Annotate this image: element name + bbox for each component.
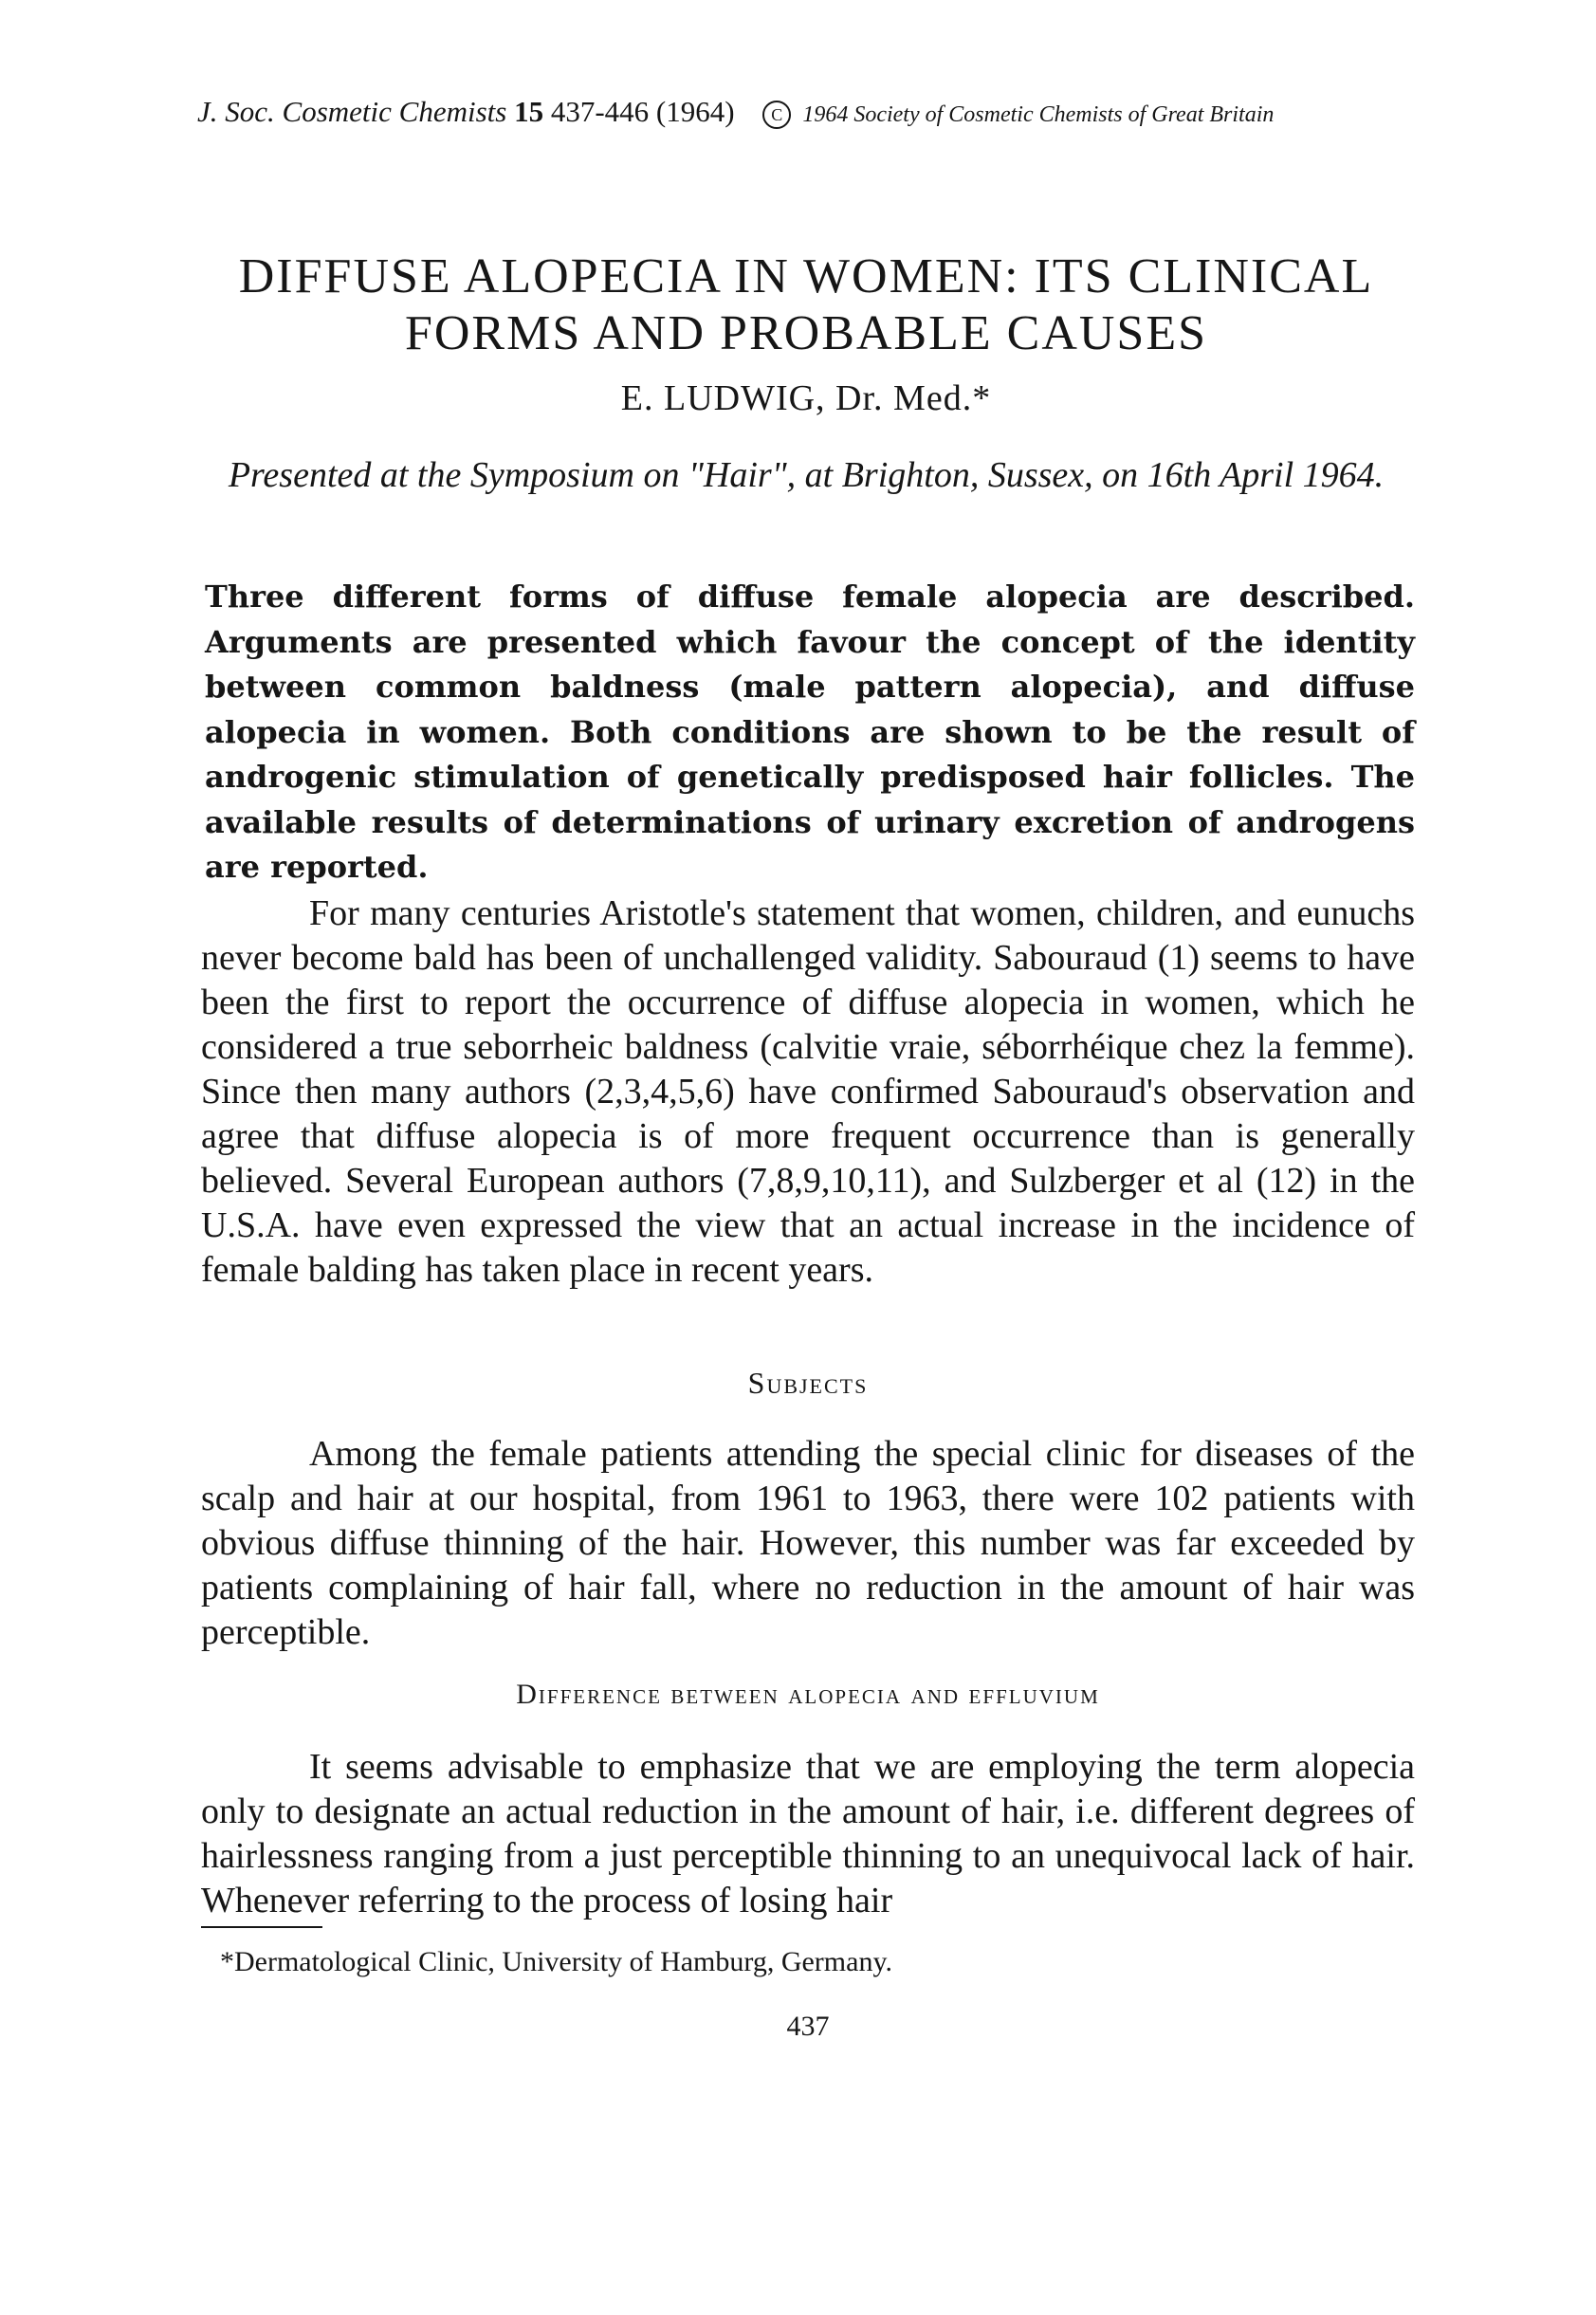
subjects-heading: Subjects <box>747 1366 869 1400</box>
abstract: Three different forms of diffuse female alopecia are described. Arguments are presented which favour the concept of the identity between common baldness (male pattern alopecia), and diffuse alopecia in women. Both conditions are shown to be the result of androgenic stimulation of genetically predisposed hair follicles. The available results of determinations of urinary excretion of androgens are reported. <box>205 579 1415 885</box>
difference-text: It seems advisable to emphasize that we are employing the term alopecia only to designate an actual reduction in the amount of hair, i.e. different degrees of hairlessness ranging from a just perceptible thinning to an unequivocal lack of hair. Whenever referring to the process of losing hair <box>201 1747 1415 1920</box>
subjects-paragraph <box>201 1432 1415 1655</box>
intro-paragraph <box>201 891 1415 1293</box>
author-line: E. LUDWIG, Dr. Med.* <box>620 378 992 418</box>
journal-name: J. Soc. Cosmetic Chemists <box>197 95 507 128</box>
difference-paragraph <box>201 1745 1415 1923</box>
footnote-divider <box>201 1926 322 1928</box>
running-head <box>197 95 1421 132</box>
copyright-text: 1964 Society of Cosmetic Chemists of Great Britain <box>802 102 1275 127</box>
difference-heading: Difference between alopecia and effluvium <box>516 1679 1100 1710</box>
article-title: DIFFUSE ALOPECIA IN WOMEN: ITS CLINICAL FORMS AND PROBABLE CAUSES <box>238 249 1374 360</box>
journal-year: (1964) <box>655 95 735 128</box>
presentation-note: Presented at the Symposium on "Hair", at Brighton, Sussex, on 16th April 1964. <box>228 455 1385 495</box>
copyright-icon: C <box>762 101 791 129</box>
journal-volume: 15 <box>514 95 544 128</box>
journal-pages: 437-446 <box>550 95 650 128</box>
footnote: *Dermatological Clinic, University of Hamburg, Germany. <box>220 1946 892 1977</box>
subjects-text: Among the female patients attending the special clinic for diseases of the scalp and hair at our hospital, from 1961 to 1963, there were 102 patients with obvious diffuse thinning of the hair. However, this number was far exceeded by patients complaining of hair fall, where no reduction in the amount of hair was perceptible. <box>201 1434 1415 1652</box>
copyright-notice <box>762 98 1274 132</box>
intro-text: For many centuries Aristotle's statement that women, children, and eunuchs never become bald has been of unchallenged validity. Sabouraud (1) seems to have been the first to report the occurrence of diffuse alopecia in women, which he considered a true seborrheic baldness (calvitie vraie, séborrhéique chez la femme). Since then many authors (2,3,4,5,6) have confirmed Sabouraud's observation and agree that diffuse alopecia is of more frequent occurrence than is generally believed. Several European authors (7,8,9,10,11), and Sulzberger et al (12) in the U.S.A. have even expressed the view that an actual increase in the incidence of female balding has taken place in recent years. <box>201 893 1415 1290</box>
page-number: 437 <box>786 2011 830 2042</box>
